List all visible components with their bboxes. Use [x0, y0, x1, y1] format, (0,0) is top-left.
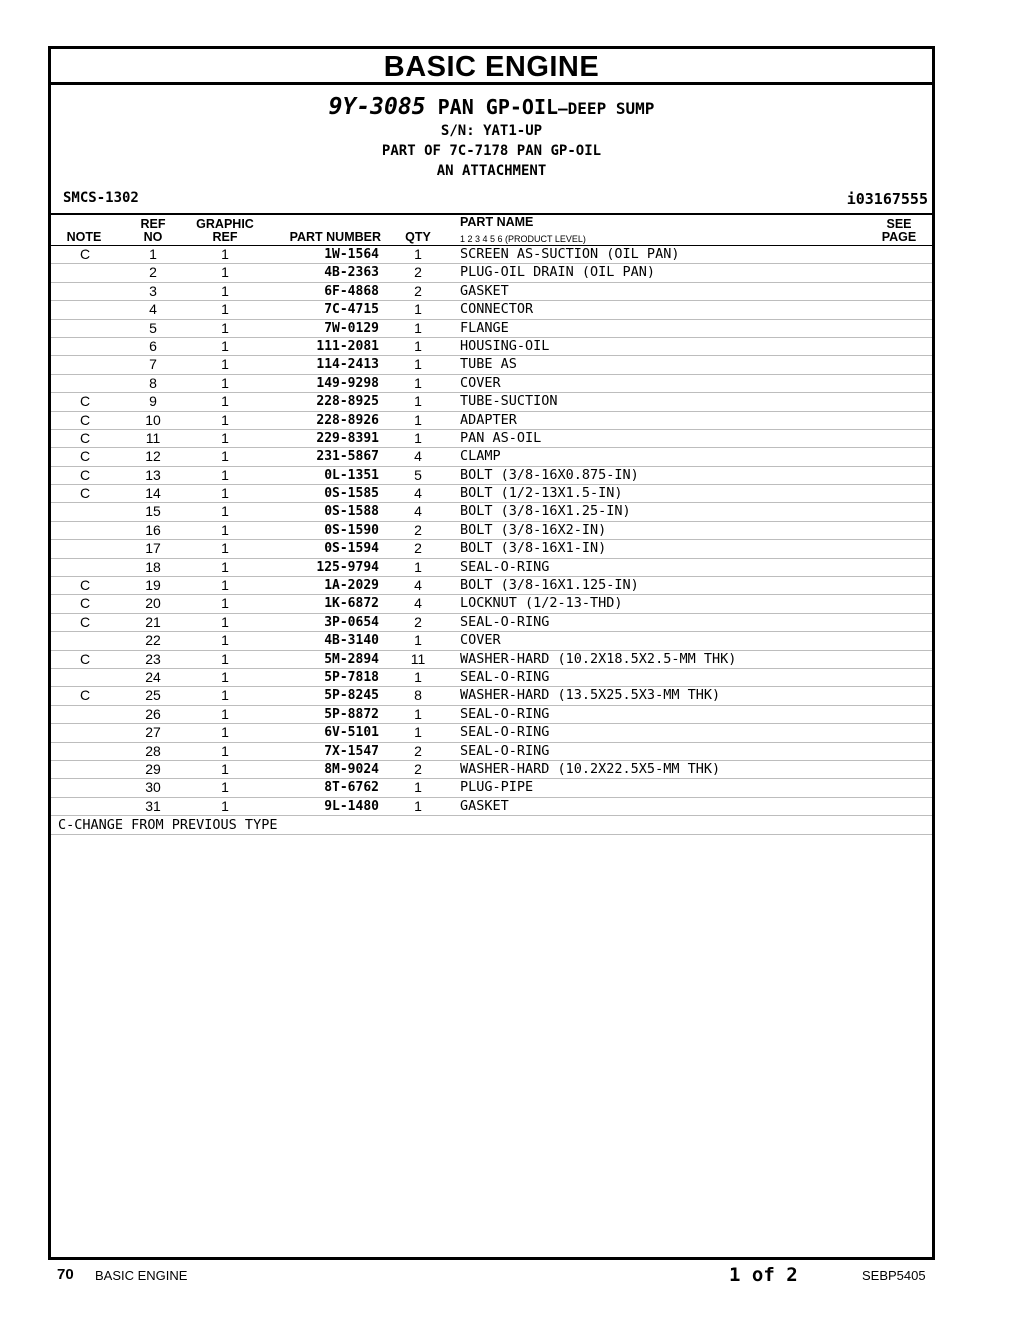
part-name-cell: SEAL-O-RING [460, 705, 550, 722]
col-see-bottom: PAGE [881, 230, 917, 244]
graphic-ref-cell: 1 [221, 374, 229, 391]
part-name-cell: BOLT (1/2-13X1.5-IN) [460, 485, 623, 502]
ref-no-cell: 22 [145, 632, 161, 649]
ref-no-cell: 19 [145, 577, 161, 594]
qty-cell: 4 [414, 485, 422, 502]
graphic-ref-cell: 1 [221, 485, 229, 502]
page-number: 70 [57, 1266, 74, 1283]
table-row [51, 412, 932, 430]
part-number-cell: 4B-3140 [324, 633, 379, 649]
table-row [51, 779, 932, 797]
graphic-ref-cell: 1 [221, 356, 229, 373]
part-name-cell: SEAL-O-RING [460, 558, 550, 575]
graphic-ref-cell: 1 [221, 503, 229, 520]
note-cell: C [79, 246, 91, 262]
part-name-cell: GASKET [460, 282, 509, 299]
ref-no-cell: 29 [145, 760, 161, 777]
graphic-ref-cell: 1 [221, 282, 229, 299]
qty-cell: 1 [414, 393, 422, 410]
part-number-cell: 5P-8245 [324, 688, 379, 704]
group-name: PAN GP-OIL [437, 95, 559, 119]
note-cell: C [79, 448, 91, 465]
part-name-cell: CONNECTOR [460, 301, 534, 318]
qty-cell: 1 [414, 319, 422, 336]
table-row [51, 301, 932, 319]
graphic-ref-cell: 1 [221, 411, 229, 428]
part-number-cell: 1W-1564 [324, 247, 379, 262]
qty-cell: 1 [414, 429, 422, 446]
qty-cell: 1 [414, 411, 422, 428]
smcs-code: SMCS-1302 [63, 190, 139, 206]
part-name-cell: ADAPTER [460, 411, 517, 428]
table-row [51, 651, 932, 669]
qty-cell: 2 [414, 742, 422, 759]
table-row [51, 798, 932, 816]
part-number-cell: 4B-2363 [324, 265, 379, 281]
part-name-cell: FLANGE [460, 319, 509, 336]
table-row [51, 632, 932, 650]
table-row [51, 375, 932, 393]
part-number-cell: 229-8391 [316, 430, 379, 446]
part-name-cell: BOLT (3/8-16X1.125-IN) [460, 577, 639, 594]
table-row [51, 761, 932, 779]
document-id: SEBP5405 [862, 1268, 926, 1283]
ref-no-cell: 30 [145, 779, 161, 796]
part-number-cell: 111-2081 [316, 338, 379, 354]
table-row [51, 577, 932, 595]
graphic-ref-cell: 1 [221, 466, 229, 483]
qty-cell: 1 [414, 558, 422, 575]
part-number-cell: 0S-1585 [324, 486, 379, 502]
part-name-cell: BOLT (3/8-16X1-IN) [460, 540, 607, 557]
table-row [51, 320, 932, 338]
note-cell: C [79, 613, 91, 630]
graphic-ref-cell: 1 [221, 668, 229, 685]
part-name-cell: SEAL-O-RING [460, 742, 550, 759]
graphic-ref-cell: 1 [221, 760, 229, 777]
table-row [51, 485, 932, 503]
part-number-cell: 7W-0129 [324, 320, 379, 336]
ref-no-cell: 18 [145, 558, 161, 575]
part-name-cell: PAN AS-OIL [460, 429, 542, 446]
qty-cell: 1 [414, 797, 422, 814]
ref-no-cell: 6 [149, 337, 157, 354]
part-name-cell: BOLT (3/8-16X1.25-IN) [460, 503, 631, 520]
ref-no-cell: 9 [149, 393, 157, 410]
graphic-ref-cell: 1 [221, 264, 229, 281]
col-part-number: PART NUMBER [289, 230, 381, 244]
part-number-cell: 228-8926 [316, 412, 379, 428]
group-subname: —DEEP SUMP [558, 99, 655, 118]
col-see-top: SEE [886, 217, 912, 231]
col-qty: QTY [405, 230, 431, 244]
part-name-cell: COVER [460, 632, 501, 649]
footnote-row [51, 816, 932, 835]
parts-table [51, 246, 932, 835]
part-name-cell: GASKET [460, 797, 509, 814]
part-name-cell: WASHER-HARD (13.5X25.5X3-MM THK) [460, 687, 721, 704]
part-number-cell: 6F-4868 [324, 283, 379, 299]
table-row [51, 467, 932, 485]
table-row [51, 559, 932, 577]
graphic-ref-cell: 1 [221, 779, 229, 796]
graphic-ref-cell: 1 [221, 742, 229, 759]
ref-no-cell: 3 [149, 282, 157, 299]
product-levels: 1 2 3 4 5 6 (PRODUCT LEVEL) [460, 234, 586, 244]
part-number-cell: 6V-5101 [324, 725, 379, 741]
ref-no-cell: 24 [145, 668, 161, 685]
part-name-cell: BOLT (3/8-16X2-IN) [460, 521, 607, 538]
part-name-cell: SEAL-O-RING [460, 668, 550, 685]
part-number-cell: 8M-9024 [324, 761, 379, 777]
qty-cell: 2 [414, 540, 422, 557]
part-number-cell: 228-8925 [316, 394, 379, 410]
graphic-ref-cell: 1 [221, 797, 229, 814]
ref-no-cell: 12 [145, 448, 161, 465]
qty-cell: 1 [414, 632, 422, 649]
parts-page-frame [48, 46, 935, 1260]
qty-cell: 1 [414, 374, 422, 391]
part-number-cell: 114-2413 [316, 357, 379, 373]
table-row [51, 283, 932, 301]
ref-no-cell: 14 [145, 485, 161, 502]
note-cell: C [79, 687, 91, 704]
qty-cell: 1 [414, 668, 422, 685]
qty-cell: 1 [414, 705, 422, 722]
graphic-ref-cell: 1 [221, 337, 229, 354]
ref-no-cell: 7 [149, 356, 157, 373]
ref-no-cell: 26 [145, 705, 161, 722]
graphic-ref-cell: 1 [221, 632, 229, 649]
part-name-cell: TUBE-SUCTION [460, 393, 558, 410]
part-number-cell: 5P-8872 [324, 706, 379, 722]
note-cell: C [79, 577, 91, 594]
graphic-ref-cell: 1 [221, 687, 229, 704]
part-name-cell: SCREEN AS-SUCTION (OIL PAN) [460, 246, 680, 262]
note-cell: C [79, 393, 91, 410]
graphic-ref-cell: 1 [221, 448, 229, 465]
table-row [51, 522, 932, 540]
qty-cell: 4 [414, 595, 422, 612]
illustration-id: i03167555 [846, 190, 928, 208]
part-name-cell: HOUSING-OIL [460, 337, 550, 354]
qty-cell: 4 [414, 577, 422, 594]
col-graphic-bottom: REF [212, 230, 238, 244]
note-cell: C [79, 429, 91, 446]
part-name-cell: WASHER-HARD (10.2X22.5X5-MM THK) [460, 760, 721, 777]
part-number-cell: 0S-1588 [324, 504, 379, 520]
footer-section: BASIC ENGINE [95, 1268, 188, 1283]
col-part-name: PART NAME [460, 215, 534, 229]
part-name-cell: COVER [460, 374, 501, 391]
table-row [51, 338, 932, 356]
qty-cell: 2 [414, 760, 422, 777]
col-note: NOTE [66, 230, 102, 244]
table-row [51, 393, 932, 411]
part-number-cell: 0L-1351 [324, 467, 379, 483]
serial-number: S/N: YAT1-UP [440, 123, 543, 139]
graphic-ref-cell: 1 [221, 540, 229, 557]
qty-cell: 1 [414, 337, 422, 354]
col-graphic-top: GRAPHIC [196, 217, 254, 231]
part-number-cell: 7X-1547 [324, 743, 379, 759]
table-row [51, 595, 932, 613]
ref-no-cell: 1 [149, 246, 157, 262]
table-row [51, 264, 932, 282]
qty-cell: 2 [414, 613, 422, 630]
qty-cell: 1 [414, 724, 422, 741]
graphic-ref-cell: 1 [221, 595, 229, 612]
graphic-ref-cell: 1 [221, 558, 229, 575]
table-row [51, 356, 932, 374]
col-ref-top: REF [140, 217, 166, 231]
table-row [51, 743, 932, 761]
table-row [51, 503, 932, 521]
ref-no-cell: 21 [145, 613, 161, 630]
ref-no-cell: 10 [145, 411, 161, 428]
ref-no-cell: 25 [145, 687, 161, 704]
graphic-ref-cell: 1 [221, 301, 229, 318]
qty-cell: 1 [414, 779, 422, 796]
table-row [51, 540, 932, 558]
graphic-ref-cell: 1 [221, 393, 229, 410]
qty-cell: 4 [414, 503, 422, 520]
graphic-ref-cell: 1 [221, 613, 229, 630]
graphic-ref-cell: 1 [221, 577, 229, 594]
qty-cell: 8 [414, 687, 422, 704]
note-cell: C [79, 595, 91, 612]
table-row [51, 724, 932, 742]
qty-cell: 2 [414, 521, 422, 538]
part-number-cell: 0S-1594 [324, 541, 379, 557]
table-row [51, 246, 932, 264]
part-number-cell: 149-9298 [316, 375, 379, 391]
ref-no-cell: 31 [145, 797, 161, 814]
part-name-cell: CLAMP [460, 448, 501, 465]
part-name-cell: PLUG-PIPE [460, 779, 534, 796]
part-of: PART OF 7C-7178 PAN GP-OIL [381, 143, 602, 159]
part-number-cell: 1A-2029 [324, 578, 379, 594]
part-name-cell: BOLT (3/8-16X0.875-IN) [460, 466, 639, 483]
section-title: BASIC ENGINE [51, 49, 932, 85]
graphic-ref-cell: 1 [221, 246, 229, 262]
ref-no-cell: 13 [145, 466, 161, 483]
graphic-ref-cell: 1 [221, 429, 229, 446]
part-number-cell: 125-9794 [316, 559, 379, 575]
part-number-cell: 9L-1480 [324, 798, 379, 814]
note-cell: C [79, 411, 91, 428]
note-cell: C [79, 485, 91, 502]
table-row [51, 706, 932, 724]
footnote: C-CHANGE FROM PREVIOUS TYPE [58, 817, 278, 834]
table-row [51, 448, 932, 466]
ref-no-cell: 5 [149, 319, 157, 336]
graphic-ref-cell: 1 [221, 319, 229, 336]
ref-no-cell: 8 [149, 374, 157, 391]
ref-no-cell: 23 [145, 650, 161, 667]
note-cell: C [79, 650, 91, 667]
ref-no-cell: 2 [149, 264, 157, 281]
ref-no-cell: 4 [149, 301, 157, 318]
part-number-cell: 3P-0654 [324, 614, 379, 630]
qty-cell: 11 [410, 650, 426, 667]
ref-no-cell: 17 [145, 540, 161, 557]
part-number-cell: 1K-6872 [324, 596, 379, 612]
part-number-cell: 8T-6762 [324, 780, 379, 796]
graphic-ref-cell: 1 [221, 705, 229, 722]
part-name-cell: TUBE AS [460, 356, 517, 373]
ref-no-cell: 28 [145, 742, 161, 759]
graphic-ref-cell: 1 [221, 521, 229, 538]
group-title [51, 94, 932, 120]
group-part-number: 9Y-3085 [328, 94, 426, 120]
part-number-cell: 5P-7818 [324, 669, 379, 685]
pagination: 1 of 2 [729, 1264, 798, 1286]
ref-no-cell: 11 [145, 429, 161, 446]
part-number-cell: 231-5867 [316, 449, 379, 465]
qty-cell: 1 [414, 356, 422, 373]
ref-no-cell: 16 [145, 521, 161, 538]
part-name-cell: SEAL-O-RING [460, 613, 550, 630]
note-cell: C [79, 466, 91, 483]
table-row [51, 687, 932, 705]
part-name-cell: SEAL-O-RING [460, 724, 550, 741]
table-row [51, 430, 932, 448]
group-type: AN ATTACHMENT [436, 163, 547, 179]
table-row [51, 614, 932, 632]
graphic-ref-cell: 1 [221, 650, 229, 667]
part-number-cell: 5M-2894 [324, 651, 379, 667]
qty-cell: 5 [414, 466, 422, 483]
part-number-cell: 7C-4715 [324, 302, 379, 318]
part-name-cell: PLUG-OIL DRAIN (OIL PAN) [460, 264, 656, 281]
ref-no-cell: 15 [145, 503, 161, 520]
part-name-cell: WASHER-HARD (10.2X18.5X2.5-MM THK) [460, 650, 737, 667]
ref-no-cell: 20 [145, 595, 161, 612]
qty-cell: 2 [414, 264, 422, 281]
qty-cell: 4 [414, 448, 422, 465]
part-number-cell: 0S-1590 [324, 522, 379, 538]
table-row [51, 669, 932, 687]
part-name-cell: LOCKNUT (1/2-13-THD) [460, 595, 623, 612]
qty-cell: 1 [414, 301, 422, 318]
qty-cell: 2 [414, 282, 422, 299]
ref-no-cell: 27 [145, 724, 161, 741]
qty-cell: 1 [414, 246, 422, 262]
col-ref-bottom: NO [143, 230, 163, 244]
graphic-ref-cell: 1 [221, 724, 229, 741]
